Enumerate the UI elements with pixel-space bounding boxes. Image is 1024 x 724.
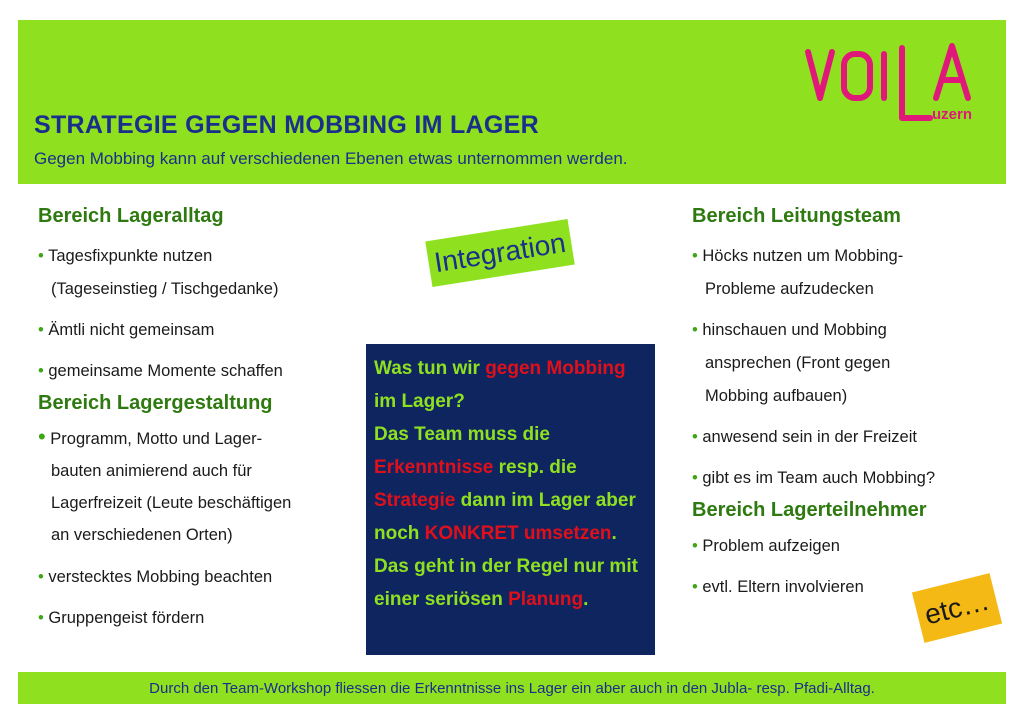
box-text: dann im Lager aber noch bbox=[374, 490, 636, 544]
left-column bbox=[38, 205, 358, 635]
right-column bbox=[692, 205, 992, 604]
box-text: im Lager? bbox=[374, 391, 465, 412]
bullet-dot: • bbox=[692, 428, 698, 446]
bullet-dot: • bbox=[38, 362, 44, 380]
list-item-text: bauten animierend auch für bbox=[51, 462, 252, 480]
bullet-dot: • bbox=[692, 469, 698, 487]
list-item-text: hinschauen und Mobbing bbox=[702, 321, 887, 339]
list-item-text: Problem aufzeigen bbox=[702, 537, 840, 555]
page-title: STRATEGIE GEGEN MOBBING IM LAGER bbox=[34, 111, 539, 139]
voila-logo bbox=[786, 20, 996, 130]
section-lagerteilnehmer-title: Bereich Lagerteilnehmer bbox=[692, 499, 927, 521]
section-lageralltag-title: Bereich Lageralltag bbox=[38, 205, 224, 227]
bullet-dot: • bbox=[38, 609, 44, 627]
box-text: resp. die bbox=[493, 457, 577, 478]
bullet-dot: • bbox=[38, 321, 44, 339]
box-highlight: Strategie bbox=[374, 490, 456, 511]
central-question-box bbox=[366, 344, 655, 655]
list-item bbox=[38, 314, 358, 347]
list-item bbox=[692, 240, 992, 306]
bullet-dot: • bbox=[692, 537, 698, 555]
footer-text: Durch den Team-Workshop fliessen die Erkenntnisse ins Lager ein aber auch in den Jubla- resp. Pfadi-Alltag. bbox=[149, 679, 875, 697]
page-subtitle: Gegen Mobbing kann auf verschiedenen Ebenen etwas unternommen werden. bbox=[34, 149, 628, 168]
bullet-dot: • bbox=[692, 578, 698, 596]
list-item-text: Lagerfreizeit (Leute beschäftigen bbox=[51, 494, 292, 512]
list-item bbox=[38, 561, 358, 594]
bullet-dot: • bbox=[692, 247, 698, 265]
list-item-text: Gruppengeist fördern bbox=[48, 609, 205, 627]
list-item-text: Mobbing aufbauen) bbox=[705, 387, 848, 405]
list-item-text: Tagesfixpunkte nutzen bbox=[48, 247, 213, 265]
logo-subtext: uzern bbox=[932, 106, 973, 123]
list-item-text: Programm, Motto und Lager- bbox=[50, 430, 263, 448]
list-item-text: an verschiedenen Orten) bbox=[51, 526, 233, 544]
section-lagergestaltung-title: Bereich Lagergestaltung bbox=[38, 392, 273, 414]
list-item bbox=[692, 530, 992, 563]
list-item bbox=[692, 421, 992, 454]
box-question bbox=[374, 352, 647, 418]
box-answer bbox=[374, 418, 647, 616]
list-item-text: Höcks nutzen um Mobbing- bbox=[702, 247, 904, 265]
list-item-text: gemeinsame Momente schaffen bbox=[48, 362, 283, 380]
list-item-text: anwesend sein in der Freizeit bbox=[702, 428, 917, 446]
list-item bbox=[38, 602, 358, 635]
list-item-text: evtl. Eltern involvieren bbox=[702, 578, 864, 596]
bullet-dot: • bbox=[692, 321, 698, 339]
integration-label: Integration bbox=[425, 219, 574, 287]
box-highlight: Planung bbox=[508, 589, 584, 610]
list-item bbox=[38, 423, 358, 551]
list-item-text: gibt es im Team auch Mobbing? bbox=[702, 469, 936, 487]
list-item bbox=[692, 314, 992, 413]
box-text: . Das geht in der Regel nur mit einer seriösen bbox=[374, 523, 638, 610]
list-item bbox=[38, 355, 358, 388]
list-item-text: (Tageseinstieg / Tischgedanke) bbox=[51, 280, 279, 298]
list-item bbox=[38, 240, 358, 306]
etc-label: etc… bbox=[912, 573, 1002, 643]
list-item-text: Ämtli nicht gemeinsam bbox=[48, 321, 215, 339]
footer-banner bbox=[18, 672, 1006, 704]
bullet-dot: • bbox=[38, 424, 46, 449]
box-text: Was tun wir bbox=[374, 358, 486, 379]
list-item bbox=[692, 462, 992, 495]
box-highlight: gegen Mobbing bbox=[485, 358, 626, 379]
bullet-dot: • bbox=[38, 247, 44, 265]
list-item-text: Probleme aufzudecken bbox=[705, 280, 874, 298]
box-highlight: KONKRET umsetzen bbox=[424, 523, 612, 544]
list-item-text: verstecktes Mobbing beachten bbox=[48, 568, 273, 586]
box-text: . bbox=[583, 589, 589, 610]
bullet-dot: • bbox=[38, 568, 44, 586]
section-leitungsteam-title: Bereich Leitungsteam bbox=[692, 205, 901, 227]
list-item-text: ansprechen (Front gegen bbox=[705, 354, 891, 372]
box-text: Das Team muss die bbox=[374, 424, 551, 445]
voila-logo-graphic bbox=[786, 20, 996, 130]
box-highlight: Erkenntnisse bbox=[374, 457, 494, 478]
